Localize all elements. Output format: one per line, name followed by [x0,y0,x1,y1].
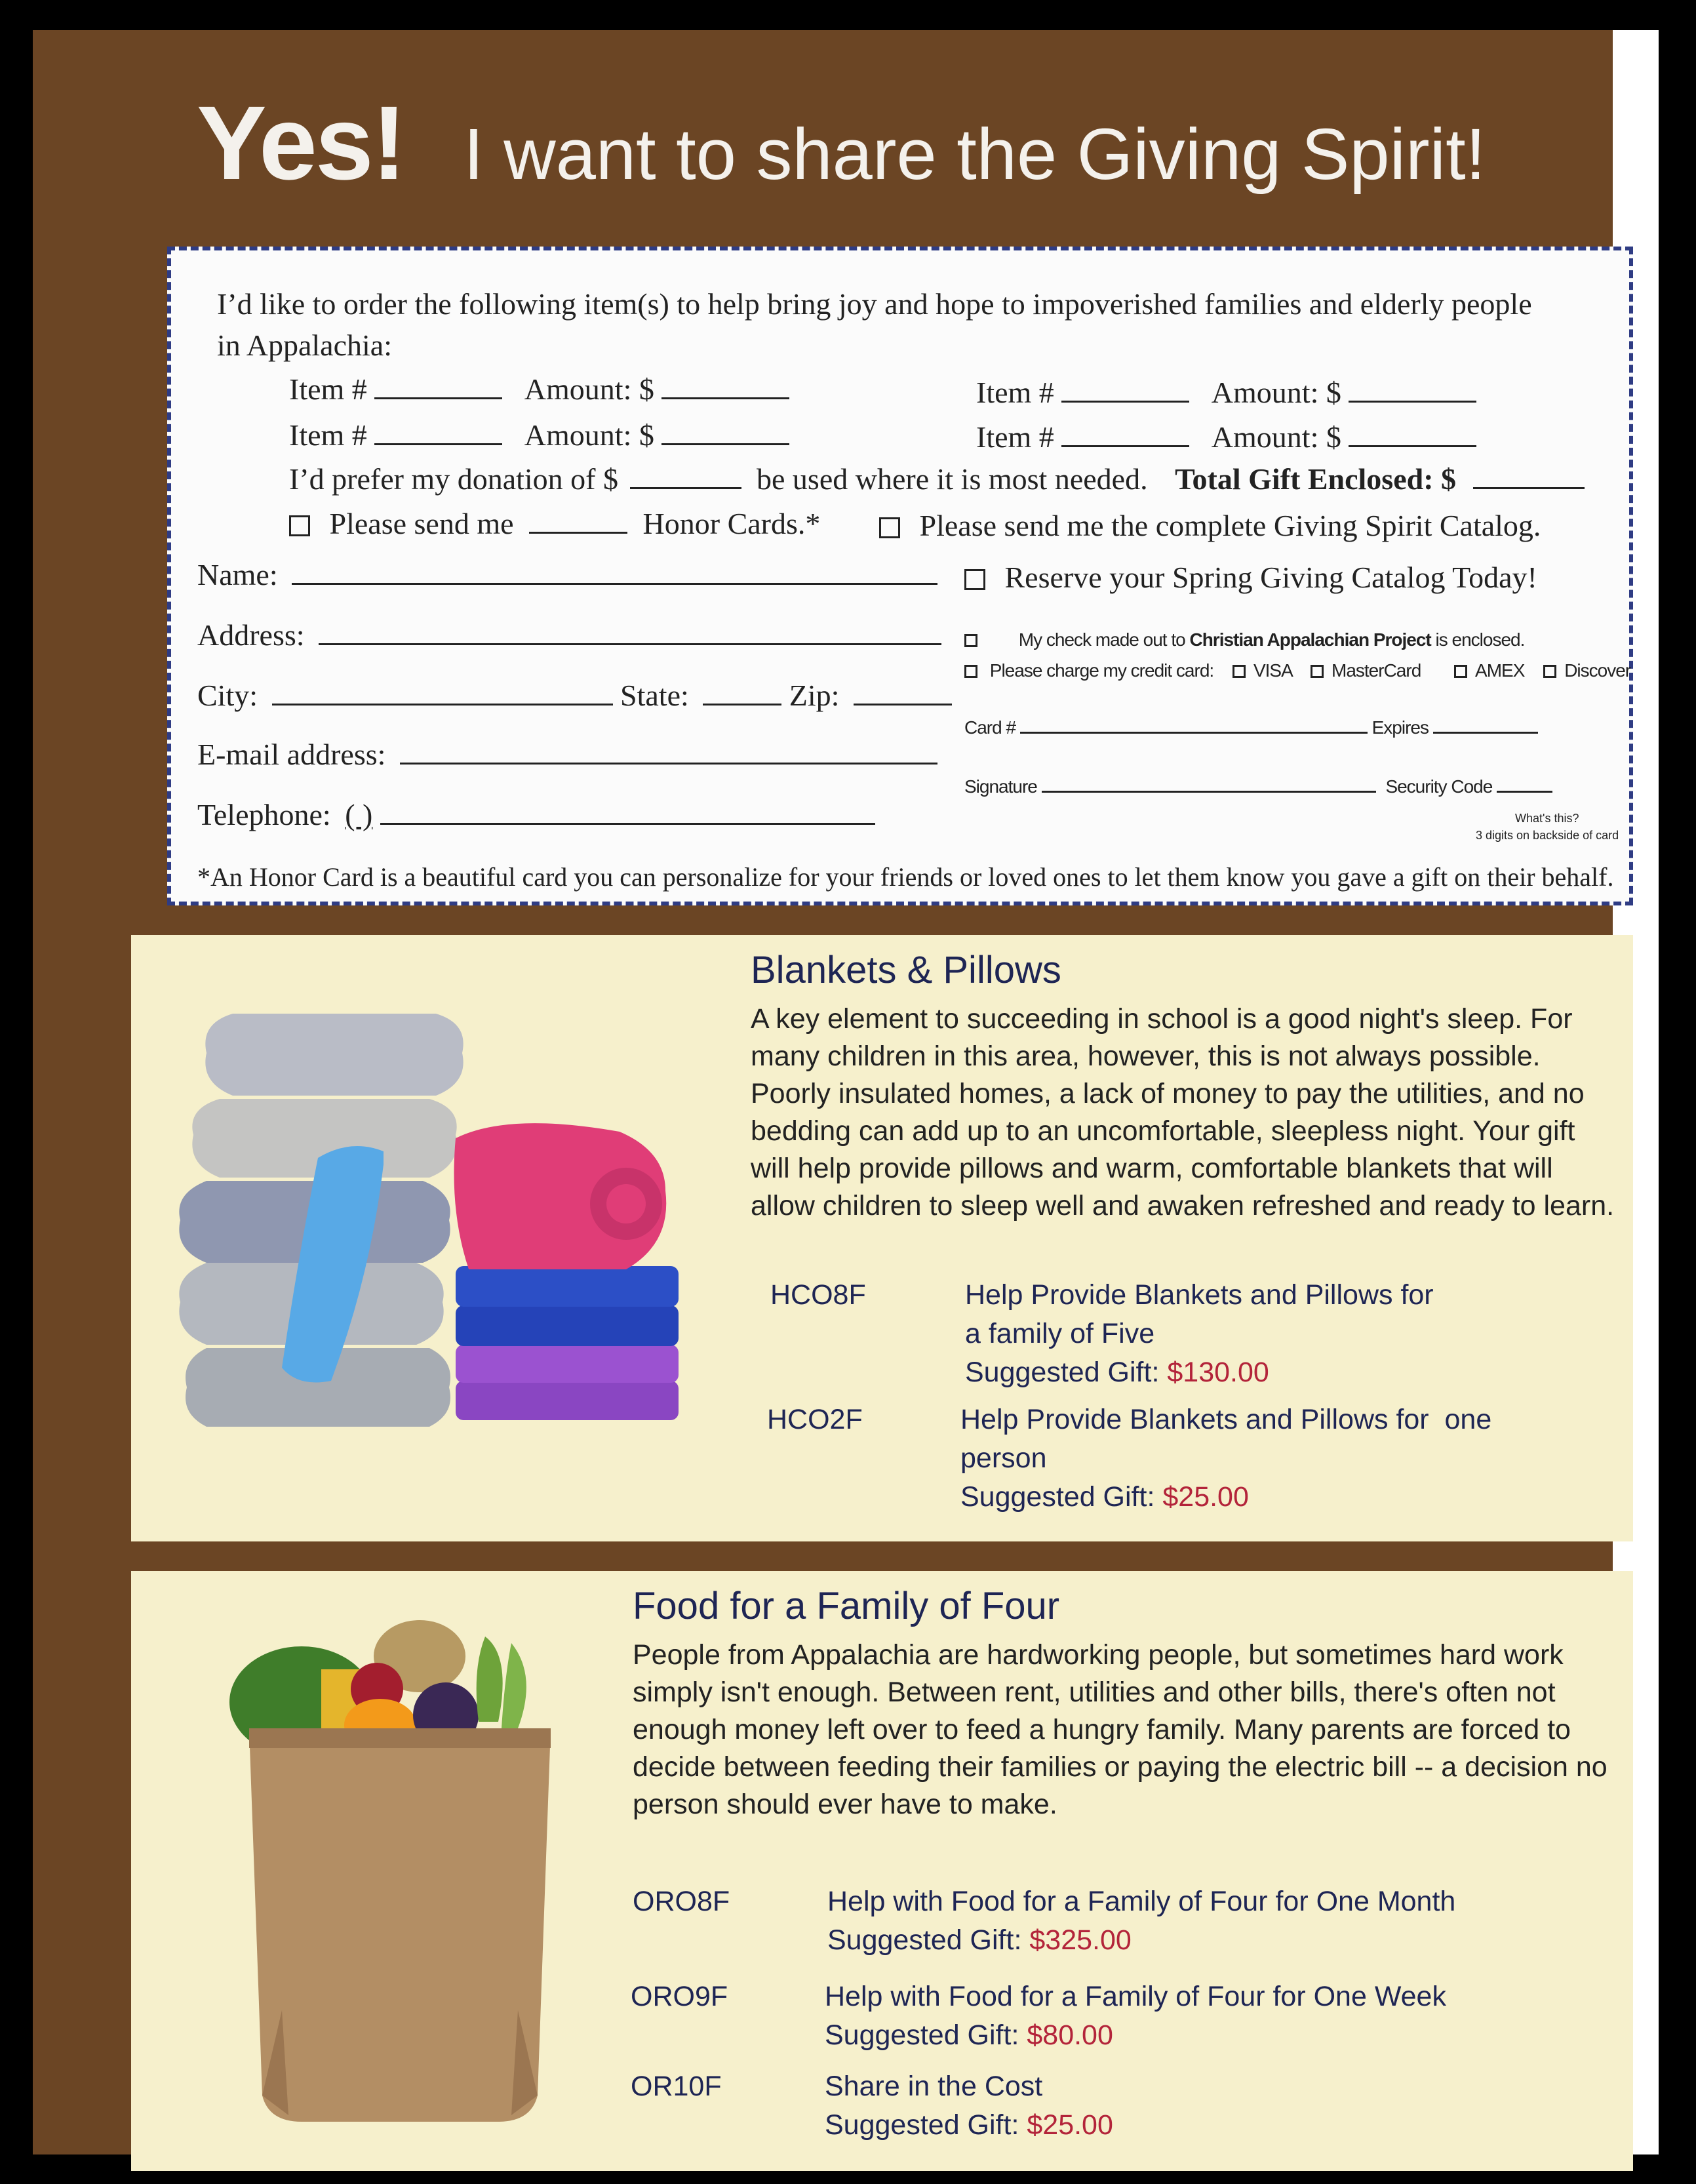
amount-field[interactable] [1349,422,1476,447]
discover-label: Discover [1564,660,1631,681]
item-row-2-right [976,420,1476,454]
expires-label: Expires [1371,717,1429,738]
gift-price: $25.00 [1162,1481,1249,1513]
email-row [197,737,937,772]
name-row [197,557,937,592]
amount-label: Amount: $ [1211,376,1341,409]
honor-prefix: Please send me [329,507,514,540]
catalog-checkbox[interactable] [879,517,900,538]
gift-label: Suggested Gift: [960,1481,1155,1513]
preferred-amount-field[interactable] [630,464,741,489]
card-number-field[interactable] [1020,716,1368,734]
card-number-row [964,716,1538,738]
telephone-field[interactable] [380,799,875,825]
visa-label: VISA [1253,660,1292,681]
item-line1: Help Provide Blankets and Pillows for [965,1279,1434,1311]
blankets-pillows-section [131,935,1633,1541]
zip-label: Zip: [789,679,840,712]
security-code-label: Security Code [1385,776,1493,797]
amount-label: Amount: $ [1211,420,1341,454]
item-label: Item # [976,376,1054,409]
email-field[interactable] [400,739,937,764]
gift-price: $80.00 [1027,2019,1113,2051]
address-label: Address: [197,618,305,652]
mastercard-checkbox[interactable] [1311,665,1324,678]
amount-label: Amount: $ [524,372,654,406]
security-code-hint: 3 digits on backside of card [1476,829,1619,842]
order-form [167,247,1633,905]
item-code: HCO8F [770,1279,866,1311]
item-line1: Help with Food for a Family of Four for One Week [825,1981,1446,2012]
card-number-label: Card # [964,717,1016,738]
spring-catalog-option [964,560,1537,595]
food-title: Food for a Family of Four [633,1585,1060,1627]
check-option [964,629,1524,650]
address-field[interactable] [319,620,941,645]
item-line2: person [960,1442,1047,1474]
gift-price: $130.00 [1167,1357,1269,1388]
amount-label: Amount: $ [524,418,654,452]
item-row-1-right [976,375,1476,410]
form-intro-line1: I’d like to order the following item(s) to help bring joy and hope to impoverished families and elderly people [217,287,1532,321]
item-row-2-left [289,418,789,452]
whats-this-link[interactable]: What's this? [1515,812,1579,825]
honor-cards-option [289,506,820,541]
honor-card-footnote: *An Honor Card is a beautiful card you can personalize for your friends or loved ones to let them know you gave a gift on their behalf. [197,862,1614,892]
food-item-week [825,1977,1546,2055]
signature-row [964,775,1552,797]
email-label: E-mail address: [197,738,386,771]
visa-checkbox[interactable] [1233,665,1246,678]
item-code: OR10F [631,2071,722,2102]
amount-field[interactable] [1349,377,1476,403]
food-family-section [131,1571,1633,2171]
charge-label: Please charge my credit card: [989,660,1214,681]
item-line2: a family of Five [965,1318,1155,1349]
preferred-donation-row [289,462,1585,496]
honor-cards-checkbox[interactable] [289,515,310,536]
total-gift-label: Total Gift Enclosed: $ [1175,462,1457,496]
check-prefix: My check made out to [1018,629,1185,650]
total-gift-field[interactable] [1473,464,1585,489]
item-number-field[interactable] [1061,422,1189,447]
item-line1: Help with Food for a Family of Four for One Month [827,1886,1456,1917]
item-label: Item # [289,372,367,406]
pillows-blankets-image [167,994,705,1466]
mastercard-label: MasterCard [1331,660,1421,681]
item-code: HCO2F [767,1404,863,1435]
catalog-option-label: Please send me the complete Giving Spirit Catalog. [919,509,1541,542]
honor-suffix: Honor Cards.* [642,507,821,540]
blankets-title: Blankets & Pillows [751,949,1061,991]
item-number-field[interactable] [374,374,502,399]
food-item-share [825,2067,1546,2145]
check-checkbox[interactable] [964,634,977,647]
name-label: Name: [197,558,278,591]
suggested-gift [825,2016,1546,2055]
suggested-gift [960,1478,1590,1517]
prefer-label: I’d prefer my donation of $ [289,462,619,496]
amex-checkbox[interactable] [1454,665,1467,678]
item-code: ORO9F [631,1981,728,2012]
item-label: Item # [976,420,1054,454]
address-row [197,618,941,652]
gift-label: Suggested Gift: [825,2109,1019,2141]
zip-field[interactable] [854,680,952,705]
suggested-gift [827,1921,1548,1960]
food-description: People from Appalachia are hardworking people, but sometimes hard work simply isn't enough. Between rent, utilities and other bills, there's often not enough money left over to feed a hungry family. Many parents are forced to decide between feeding their families or paying the electric bill -- a decision no person should ever have to make. [633,1639,1607,1820]
grocery-bag-image [223,1617,590,2154]
check-suffix: is enclosed. [1435,629,1525,650]
item-number-field[interactable] [374,420,502,445]
item-label: Item # [289,418,367,452]
catalog-option [879,508,1541,543]
state-label: State: [620,679,689,712]
suggested-gift [965,1353,1594,1392]
state-field[interactable] [703,680,781,705]
gift-label: Suggested Gift: [827,1924,1022,1956]
telephone-area-code[interactable]: ( ) [345,798,373,831]
gift-price: $325.00 [1029,1924,1132,1956]
amount-field[interactable] [661,420,789,445]
item-row-1-left [289,372,789,407]
credit-card-option [964,660,1630,681]
amount-field[interactable] [661,374,789,399]
item-code: ORO8F [633,1886,730,1917]
prefer-suffix: be used where it is most needed. [757,462,1148,496]
expires-field[interactable] [1433,716,1538,734]
signature-field[interactable] [1042,775,1376,793]
blankets-description: A key element to succeeding in school is a good night's sleep. For many children in this area, however, this is not always possible. Poorly insulated homes, a lack of money to pay the utilities, and no bedding can add up to an uncomfortable, sleepless night. Your gift will help provide pillows and warm, comfortable blankets that will allow children to sleep well and awaken refreshed and ready to learn. [751,1003,1615,1221]
credit-card-checkbox[interactable] [964,665,977,678]
header-tagline: I want to share the Giving Spirit! [463,114,1486,195]
telephone-row [197,797,875,832]
security-code-field[interactable] [1497,775,1552,793]
honor-cards-quantity-field[interactable] [529,508,627,534]
food-item-month [827,1882,1548,1960]
suggested-gift [825,2106,1546,2145]
item-line1: Help Provide Blankets and Pillows for one [960,1404,1492,1435]
amex-label: AMEX [1475,660,1525,681]
gift-label: Suggested Gift: [965,1357,1160,1388]
header-yes: Yes! [197,84,405,201]
page-header [197,83,1486,203]
blankets-item-one [960,1400,1590,1517]
item-line1: Share in the Cost [825,2071,1043,2102]
gift-price: $25.00 [1027,2109,1113,2141]
check-organization: Christian Appalachian Project [1189,629,1431,650]
spring-catalog-checkbox[interactable] [964,569,985,590]
name-field[interactable] [292,559,937,585]
spring-catalog-label: Reserve your Spring Giving Catalog Today! [1004,561,1537,594]
blankets-item-five [965,1276,1594,1392]
city-label: City: [197,679,258,712]
gift-label: Suggested Gift: [825,2019,1019,2051]
item-number-field[interactable] [1061,377,1189,403]
city-state-zip-row [197,678,952,713]
catalog-page [33,30,1659,2154]
telephone-label: Telephone: [197,798,331,831]
discover-checkbox[interactable] [1543,665,1556,678]
city-field[interactable] [272,680,613,705]
signature-label: Signature [964,776,1037,797]
form-intro-line2: in Appalachia: [217,328,392,362]
